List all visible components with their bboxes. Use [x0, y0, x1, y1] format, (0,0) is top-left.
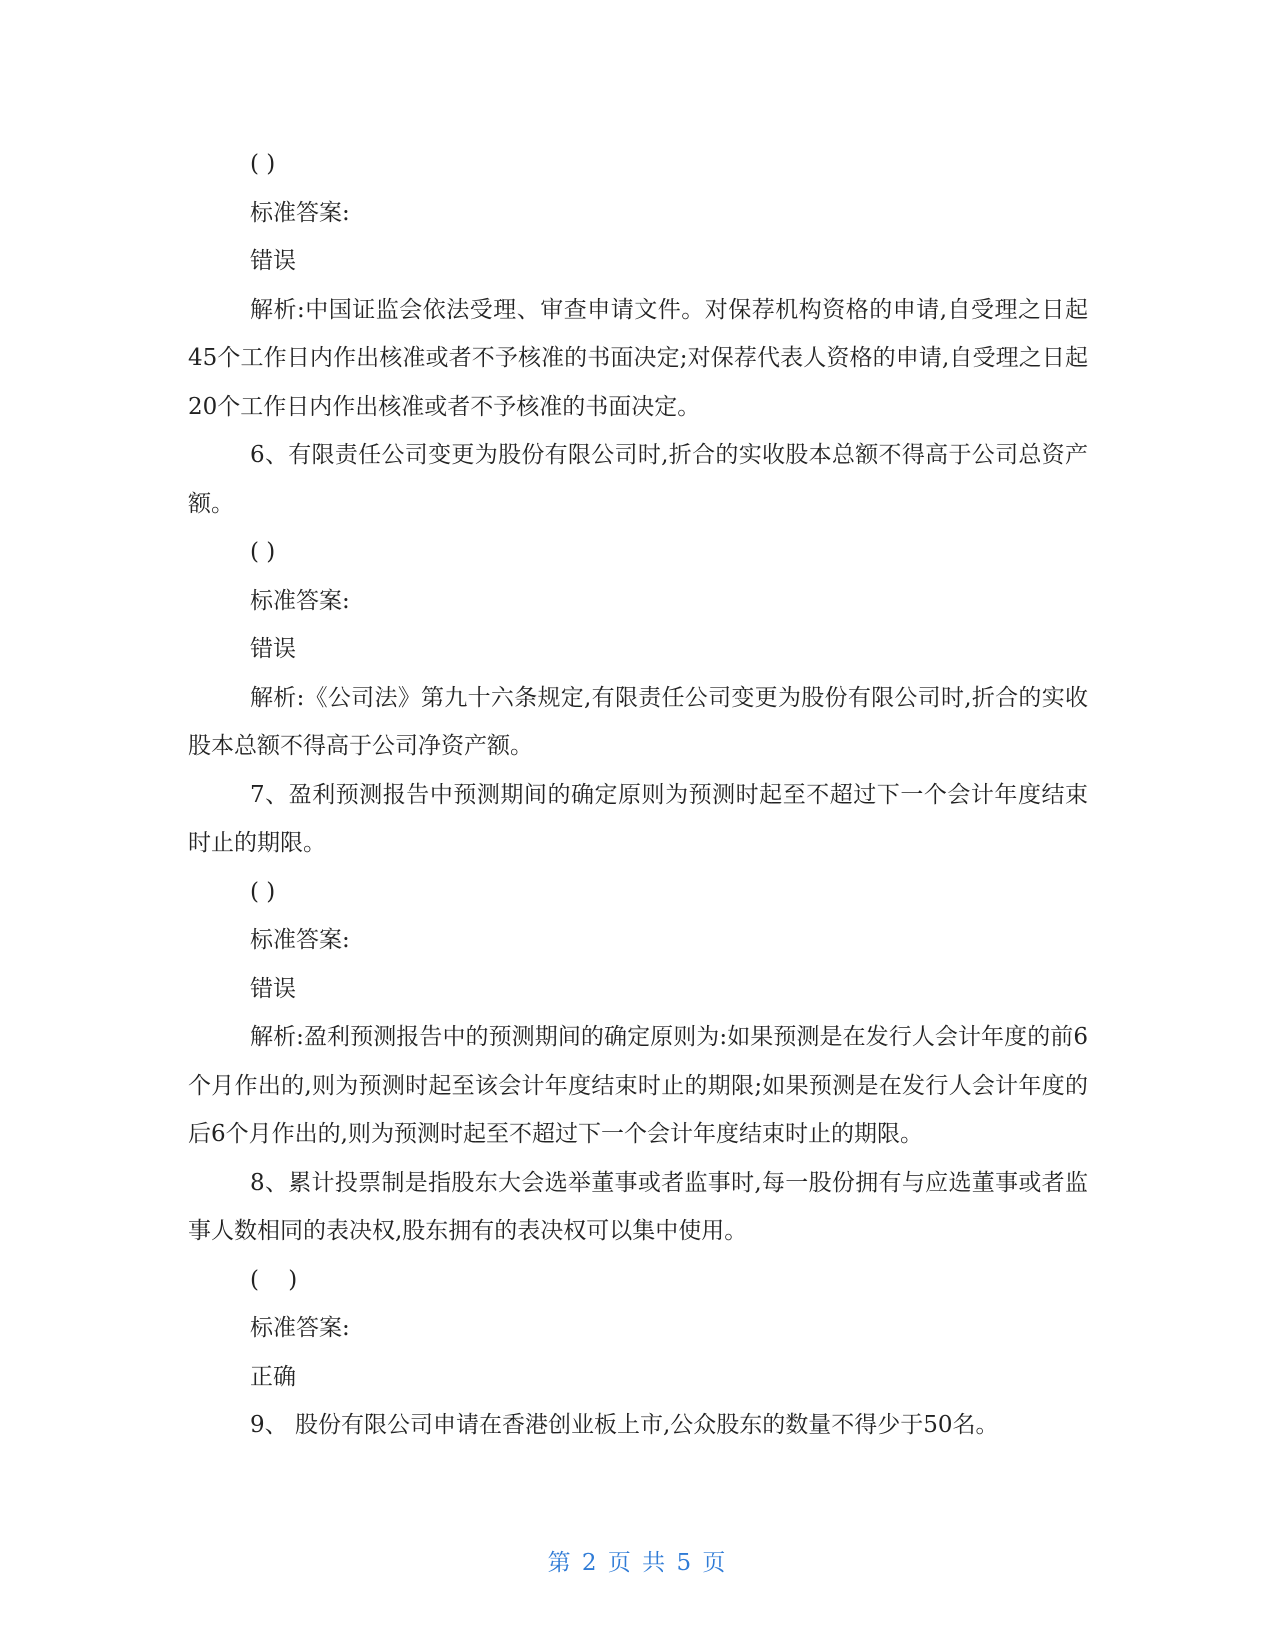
answer-bracket: ( ) [250, 151, 276, 177]
answer-bracket: ( ) [250, 1266, 298, 1293]
analysis-paragraph: 解析:中国证监会依法受理、审查申请文件。对保荐机构资格的申请,自受理之日起45个工作日内作出核准或者不予核准的书面决定;对保荐代表人资格的申请,自受理之日起20个工作日内作出核准或者不予核准的书面决定。 [188, 296, 1088, 420]
answer-value: 错误 [250, 248, 296, 274]
answer-value: 正确 [250, 1363, 296, 1390]
analysis-paragraph: 解析:《公司法》第九十六条规定,有限责任公司变更为股份有限公司时,折合的实收股本总额不得高于公司净资产额。 [188, 684, 1088, 759]
answer-label: 标准答案: [250, 587, 350, 614]
document-body [188, 140, 1088, 1450]
question-paragraph: 6、有限责任公司变更为股份有限公司时,折合的实收股本总额不得高于公司总资产额。 [188, 442, 1088, 517]
answer-label: 标准答案: [250, 199, 350, 226]
page-footer: 第 2 页 共 5 页 [547, 1550, 728, 1576]
question-paragraph: 8、累计投票制是指股东大会选举董事或者监事时,每一股份拥有与应选董事或者监事人数相同的表决权,股东拥有的表决权可以集中使用。 [188, 1169, 1088, 1244]
answer-bracket: ( ) [250, 539, 276, 565]
question-paragraph: 9、 股份有限公司申请在香港创业板上市,公众股东的数量不得少于50名。 [250, 1412, 999, 1438]
answer-bracket: ( ) [250, 878, 276, 905]
answer-label: 标准答案: [250, 1315, 350, 1341]
answer-value: 错误 [250, 636, 296, 662]
analysis-paragraph: 解析:盈利预测报告中的预测期间的确定原则为:如果预测是在发行人会计年度的前6个月作出的,则为预测时起至该会计年度结束时止的期限;如果预测是在发行人会计年度的后6个月作出的,则为预测时起至不超过下一个会计年度结束时止的期限。 [188, 1024, 1088, 1147]
question-paragraph: 7、盈利预测报告中预测期间的确定原则为预测时起至不超过下一个会计年度结束时止的期限。 [188, 781, 1088, 856]
answer-value: 错误 [250, 975, 296, 1002]
answer-label: 标准答案: [250, 927, 350, 953]
